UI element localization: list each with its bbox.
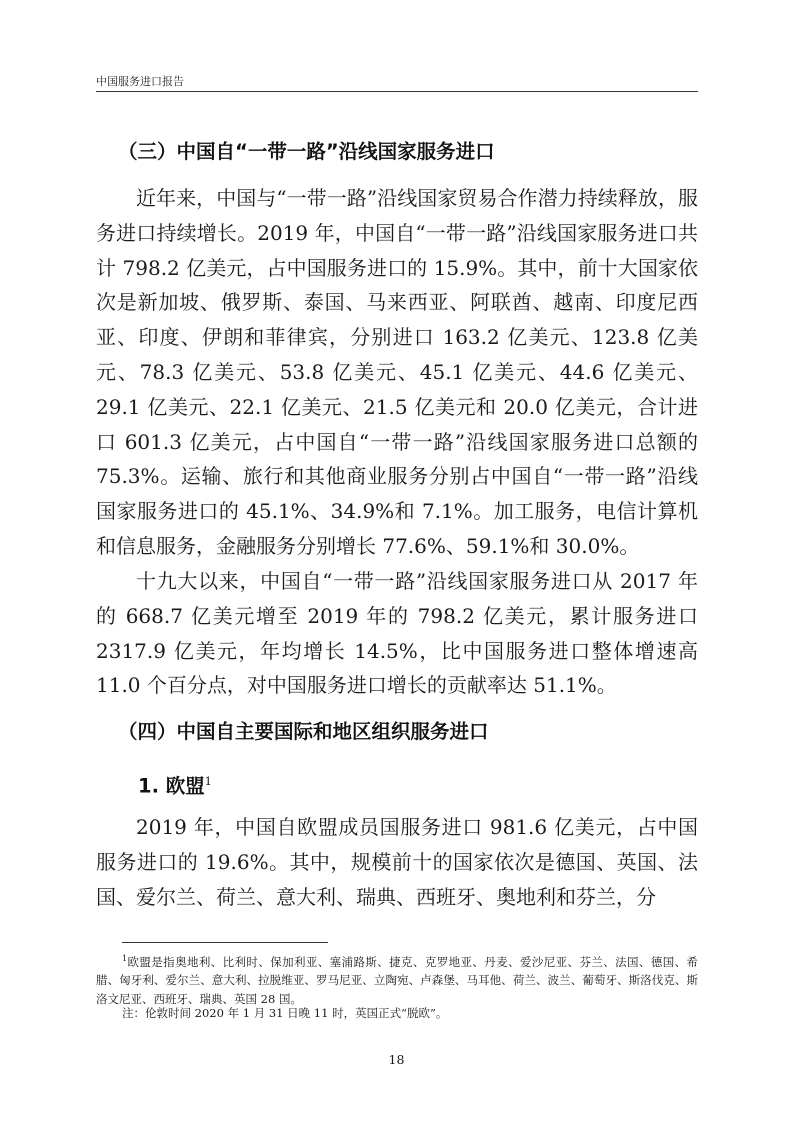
- page-number: 18: [388, 1052, 405, 1067]
- running-header-title: 中国服务进口报告: [96, 75, 184, 88]
- header-rule: [96, 91, 698, 92]
- footnote-rule: [122, 942, 328, 943]
- subsection-eu-paragraph: 2019 年，中国自欧盟成员国服务进口 981.6 亿美元，占中国服务进口的 19.6%。其中，规模前十的国家依次是德国、英国、法国、爱尔兰、荷兰、意大利、瑞典、西班牙、奥地利和芬兰，分: [96, 815, 698, 909]
- footnote-text: 欧盟是指奥地利、比利时、保加利亚、塞浦路斯、捷克、克罗地亚、丹麦、爱沙尼亚、芬兰、法国、德国、希腊、匈牙利、爱尔兰、意大利、拉脱维亚、罗马尼亚、立陶宛、卢森堡、马耳他、荷兰、波兰、葡萄牙、斯洛伐克、斯洛文尼亚、西班牙、瑞典、英国 28 国。: [96, 954, 698, 1006]
- section-3-paragraph-2: 十九大以来，中国自“一带一路”沿线国家服务进口从 2017 年的 668.7 亿美元增至 2019 年的 798.2 亿美元，累计服务进口 2317.9 亿美元，年均增长 14.5%，比中国服务进口整体增速高 11.0 个百分点，对中国服务进口增长的贡献率达 51.1%。: [96, 569, 698, 698]
- footnote-note: 注：伦敦时间 2020 年 1 月 31 日晚 11 时，英国正式“脱欧”。: [122, 1006, 448, 1020]
- subsection-eu-label: 1. 欧盟: [138, 774, 205, 798]
- subsection-eu-heading: [138, 770, 212, 799]
- footnote: [96, 950, 698, 1008]
- section-4-heading: （四）中国自主要国际和地区组织服务进口: [118, 720, 489, 743]
- section-3-paragraph-1: 近年来，中国与“一带一路”沿线国家贸易合作潜力持续释放，服务进口持续增长。2019 年，中国自“一带一路”沿线国家服务进口共计 798.2 亿美元，占中国服务进口的 15.9%。其中，前十大国家依次是新加坡、俄罗斯、泰国、马来西亚、阿联酋、越南、印度尼西亚、印度、伊朗和菲律宾，分别进口 163.2 亿美元、123.8 亿美元、78.3 亿美元、53.8 亿美元、45.1 亿美元、44.6 亿美元、29.1 亿美元、22.1 亿美元、21.5 亿美元和 20.0 亿美元，合计进口 601.3 亿美元，占中国自“一带一路”沿线国家服务进口总额的 75.3%。运输、旅行和其他商业服务分别占中国自“一带一路”沿线国家服务进口的 45.1%、34.9%和 7.1%。加工服务，电信计算机和信息服务，金融服务分别增长 77.6%、59.1%和 30.0%。: [96, 186, 698, 558]
- footnote-reference[interactable]: 1: [204, 775, 212, 788]
- footnote-marker: 1: [122, 954, 128, 963]
- section-3-heading: （三）中国自“一带一路”沿线国家服务进口: [118, 140, 495, 163]
